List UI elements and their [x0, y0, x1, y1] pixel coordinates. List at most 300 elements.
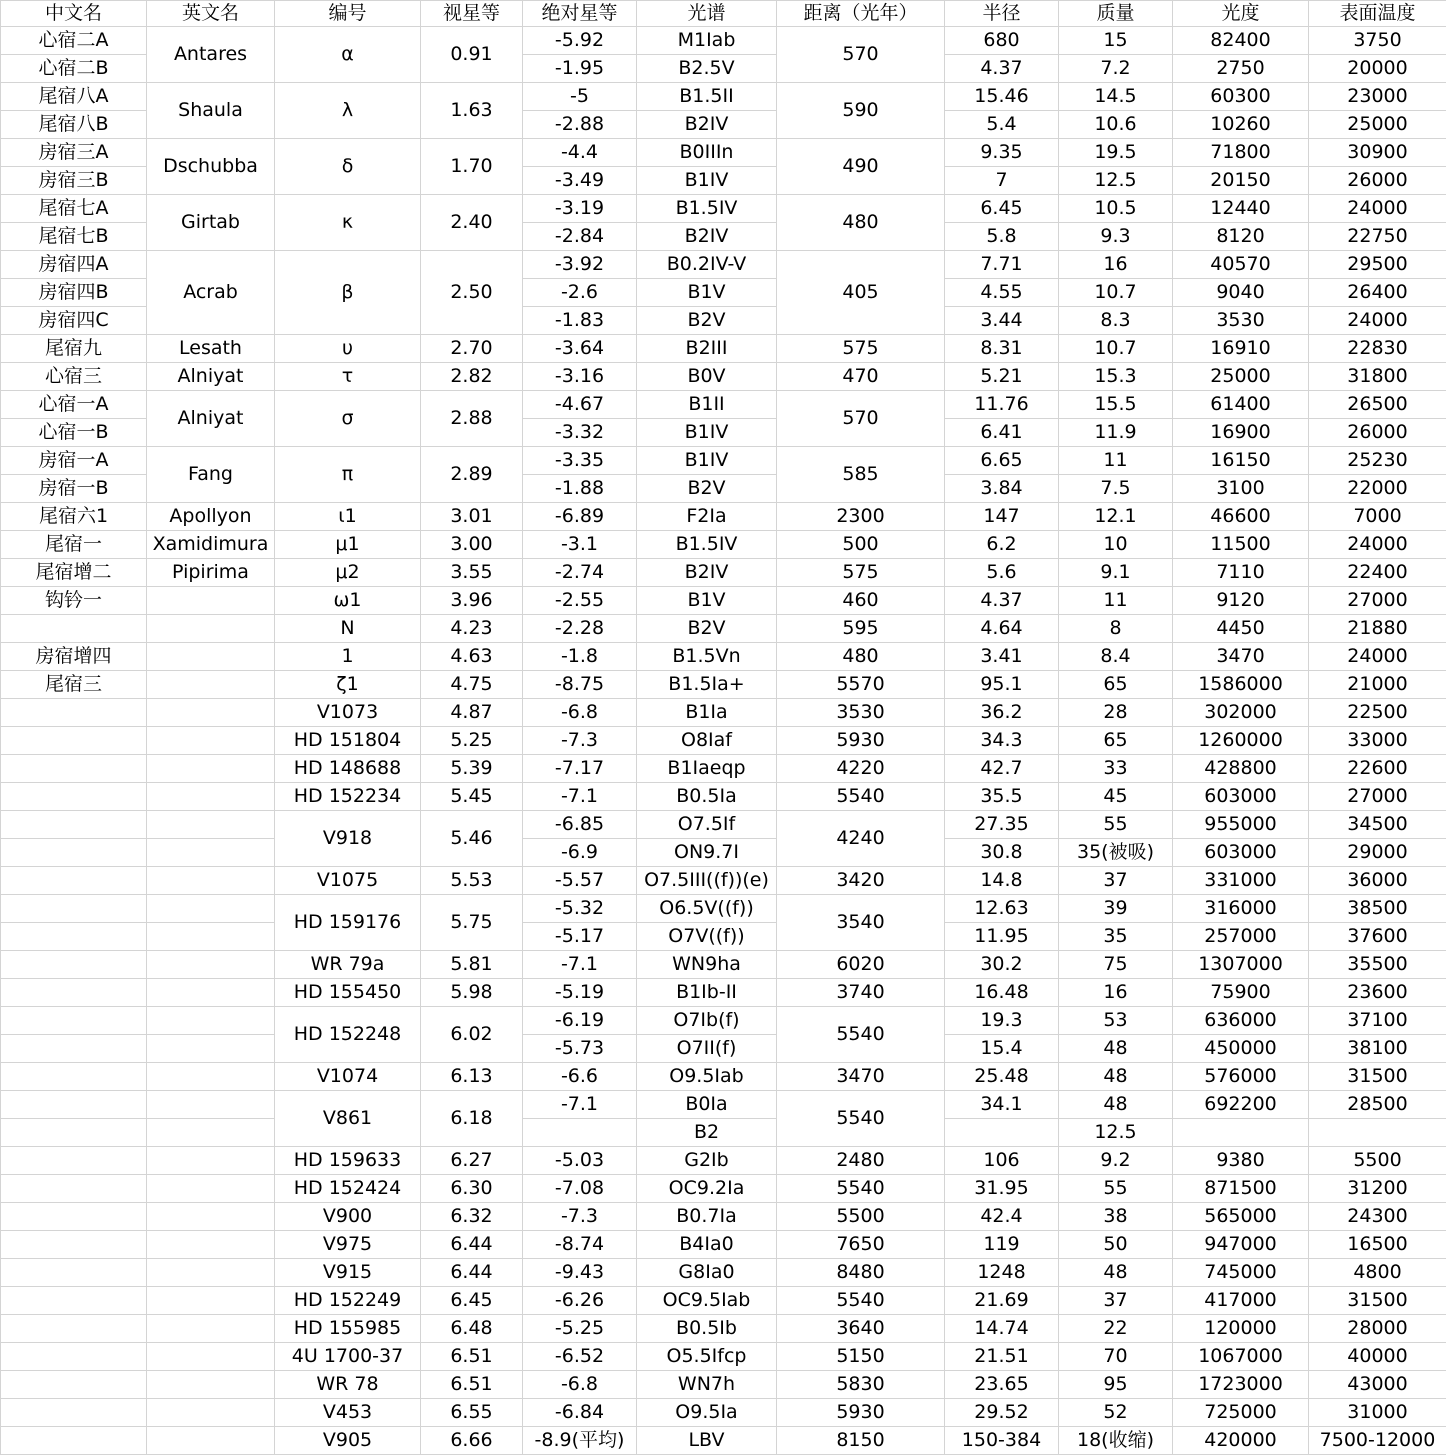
table-cell[interactable]: B1IV — [637, 419, 777, 447]
table-cell[interactable]: V975 — [275, 1231, 421, 1259]
table-cell[interactable]: 490 — [777, 139, 945, 195]
table-cell[interactable] — [1, 755, 147, 783]
table-cell[interactable]: 35.5 — [945, 783, 1059, 811]
table-cell[interactable]: 3100 — [1173, 475, 1309, 503]
table-cell[interactable]: 16 — [1059, 979, 1173, 1007]
table-cell[interactable]: 19.5 — [1059, 139, 1173, 167]
table-cell[interactable]: ω1 — [275, 587, 421, 615]
table-cell[interactable] — [147, 1007, 275, 1035]
table-cell[interactable]: Dschubba — [147, 139, 275, 195]
table-cell[interactable] — [147, 1231, 275, 1259]
table-cell[interactable] — [147, 727, 275, 755]
table-cell[interactable]: 1307000 — [1173, 951, 1309, 979]
table-cell[interactable]: 24000 — [1309, 531, 1446, 559]
table-cell[interactable]: V1074 — [275, 1063, 421, 1091]
table-cell[interactable]: 15.46 — [945, 83, 1059, 111]
table-cell[interactable]: N — [275, 615, 421, 643]
table-cell[interactable]: υ — [275, 335, 421, 363]
table-cell[interactable]: 15.3 — [1059, 363, 1173, 391]
table-cell[interactable]: O5.5Ifcp — [637, 1343, 777, 1371]
table-cell[interactable]: 603000 — [1173, 839, 1309, 867]
table-cell[interactable]: 6.51 — [421, 1343, 523, 1371]
table-cell[interactable]: 16 — [1059, 251, 1173, 279]
table-cell[interactable]: 23600 — [1309, 979, 1446, 1007]
table-cell[interactable]: 28 — [1059, 699, 1173, 727]
table-cell[interactable]: 6.30 — [421, 1175, 523, 1203]
table-cell[interactable]: -2.74 — [523, 559, 637, 587]
table-cell[interactable]: 尾宿增二 — [1, 559, 147, 587]
table-cell[interactable]: 680 — [945, 27, 1059, 55]
table-cell[interactable]: 48 — [1059, 1259, 1173, 1287]
table-cell[interactable]: O8Iaf — [637, 727, 777, 755]
table-cell[interactable]: 房宿四C — [1, 307, 147, 335]
table-cell[interactable]: 6.13 — [421, 1063, 523, 1091]
table-cell[interactable]: 7500-12000 — [1309, 1427, 1446, 1455]
table-cell[interactable]: B1Ia — [637, 699, 777, 727]
table-cell[interactable]: π — [275, 447, 421, 503]
table-cell[interactable]: 5.25 — [421, 727, 523, 755]
table-cell[interactable]: 6.51 — [421, 1371, 523, 1399]
table-cell[interactable] — [147, 615, 275, 643]
table-cell[interactable]: 2750 — [1173, 55, 1309, 83]
table-cell[interactable]: -2.84 — [523, 223, 637, 251]
table-cell[interactable]: 5.45 — [421, 783, 523, 811]
table-cell[interactable]: -7.3 — [523, 1203, 637, 1231]
table-cell[interactable]: 24000 — [1309, 307, 1446, 335]
table-cell[interactable]: 12.1 — [1059, 503, 1173, 531]
table-cell[interactable]: β — [275, 251, 421, 335]
table-cell[interactable] — [1, 923, 147, 951]
table-cell[interactable]: O9.5Ia — [637, 1399, 777, 1427]
table-cell[interactable]: HD 152234 — [275, 783, 421, 811]
table-cell[interactable]: 417000 — [1173, 1287, 1309, 1315]
table-cell[interactable]: 6.44 — [421, 1231, 523, 1259]
table-cell[interactable]: Acrab — [147, 251, 275, 335]
table-cell[interactable]: -5.03 — [523, 1147, 637, 1175]
table-cell[interactable]: 18(收缩) — [1059, 1427, 1173, 1455]
table-cell[interactable]: 33000 — [1309, 727, 1446, 755]
table-cell[interactable]: 480 — [777, 643, 945, 671]
table-cell[interactable]: B2IV — [637, 111, 777, 139]
table-cell[interactable]: 61400 — [1173, 391, 1309, 419]
table-cell[interactable]: 2.89 — [421, 447, 523, 503]
table-cell[interactable]: 4.64 — [945, 615, 1059, 643]
table-cell[interactable]: 0.91 — [421, 27, 523, 83]
header-distance[interactable]: 距离（光年） — [777, 1, 945, 27]
table-cell[interactable]: 房宿三B — [1, 167, 147, 195]
table-cell[interactable]: α — [275, 27, 421, 83]
table-cell[interactable]: 5540 — [777, 1287, 945, 1315]
header-chinese-name[interactable]: 中文名 — [1, 1, 147, 27]
table-cell[interactable]: 7 — [945, 167, 1059, 195]
table-cell[interactable]: -1.8 — [523, 643, 637, 671]
table-cell[interactable]: 23.65 — [945, 1371, 1059, 1399]
table-cell[interactable] — [1309, 1119, 1446, 1147]
table-cell[interactable]: 14.74 — [945, 1315, 1059, 1343]
table-cell[interactable]: -5.17 — [523, 923, 637, 951]
table-cell[interactable]: 5500 — [777, 1203, 945, 1231]
table-cell[interactable] — [1, 699, 147, 727]
table-cell[interactable]: 10 — [1059, 531, 1173, 559]
table-cell[interactable]: 595 — [777, 615, 945, 643]
table-cell[interactable] — [147, 979, 275, 1007]
table-cell[interactable]: 5500 — [1309, 1147, 1446, 1175]
table-cell[interactable] — [147, 755, 275, 783]
table-cell[interactable]: -2.6 — [523, 279, 637, 307]
table-cell[interactable]: 5570 — [777, 671, 945, 699]
table-cell[interactable]: V905 — [275, 1427, 421, 1455]
table-cell[interactable] — [147, 783, 275, 811]
table-cell[interactable]: 75900 — [1173, 979, 1309, 1007]
table-cell[interactable] — [1, 1063, 147, 1091]
table-cell[interactable]: B0.5Ib — [637, 1315, 777, 1343]
table-cell[interactable]: 5.75 — [421, 895, 523, 951]
table-cell[interactable]: 29000 — [1309, 839, 1446, 867]
table-cell[interactable]: 55 — [1059, 1175, 1173, 1203]
table-cell[interactable]: V861 — [275, 1091, 421, 1147]
table-cell[interactable]: 31000 — [1309, 1399, 1446, 1427]
table-cell[interactable]: ON9.7I — [637, 839, 777, 867]
table-cell[interactable]: B1.5Ia+ — [637, 671, 777, 699]
table-cell[interactable]: 8480 — [777, 1259, 945, 1287]
table-cell[interactable]: 60300 — [1173, 83, 1309, 111]
table-cell[interactable] — [147, 1175, 275, 1203]
table-cell[interactable]: 钩钤一 — [1, 587, 147, 615]
table-cell[interactable]: -6.85 — [523, 811, 637, 839]
table-cell[interactable]: 23000 — [1309, 83, 1446, 111]
table-cell[interactable]: 575 — [777, 559, 945, 587]
table-cell[interactable]: -3.92 — [523, 251, 637, 279]
table-cell[interactable]: 5.81 — [421, 951, 523, 979]
table-cell[interactable]: 48 — [1059, 1063, 1173, 1091]
table-cell[interactable] — [523, 1119, 637, 1147]
table-cell[interactable]: 9040 — [1173, 279, 1309, 307]
table-cell[interactable] — [1, 1231, 147, 1259]
table-cell[interactable]: 31.95 — [945, 1175, 1059, 1203]
table-cell[interactable]: 30900 — [1309, 139, 1446, 167]
table-cell[interactable] — [147, 811, 275, 839]
table-cell[interactable]: 5.53 — [421, 867, 523, 895]
table-cell[interactable]: 5930 — [777, 1399, 945, 1427]
header-designation[interactable]: 编号 — [275, 1, 421, 27]
table-cell[interactable]: 9.2 — [1059, 1147, 1173, 1175]
table-cell[interactable]: 8.4 — [1059, 643, 1173, 671]
table-cell[interactable]: μ2 — [275, 559, 421, 587]
table-cell[interactable]: 3.00 — [421, 531, 523, 559]
table-cell[interactable]: 3740 — [777, 979, 945, 1007]
table-cell[interactable]: HD 152249 — [275, 1287, 421, 1315]
table-cell[interactable]: Antares — [147, 27, 275, 83]
table-cell[interactable]: 房宿增四 — [1, 643, 147, 671]
table-cell[interactable]: 405 — [777, 251, 945, 335]
table-cell[interactable]: 120000 — [1173, 1315, 1309, 1343]
table-cell[interactable]: 6020 — [777, 951, 945, 979]
table-cell[interactable]: ζ1 — [275, 671, 421, 699]
table-cell[interactable]: 37 — [1059, 1287, 1173, 1315]
header-spectral-type[interactable]: 光谱 — [637, 1, 777, 27]
table-cell[interactable]: 460 — [777, 587, 945, 615]
table-cell[interactable]: B1IV — [637, 167, 777, 195]
table-cell[interactable]: 316000 — [1173, 895, 1309, 923]
table-cell[interactable]: Apollyon — [147, 503, 275, 531]
table-cell[interactable]: 75 — [1059, 951, 1173, 979]
header-mass[interactable]: 质量 — [1059, 1, 1173, 27]
table-cell[interactable]: B0V — [637, 363, 777, 391]
table-cell[interactable]: 7.2 — [1059, 55, 1173, 83]
table-cell[interactable]: O7.5If — [637, 811, 777, 839]
table-cell[interactable]: OC9.5Iab — [637, 1287, 777, 1315]
table-cell[interactable]: 34500 — [1309, 811, 1446, 839]
table-cell[interactable]: 22600 — [1309, 755, 1446, 783]
table-cell[interactable]: B1V — [637, 587, 777, 615]
table-cell[interactable]: 46600 — [1173, 503, 1309, 531]
table-cell[interactable]: HD 151804 — [275, 727, 421, 755]
table-cell[interactable]: 5930 — [777, 727, 945, 755]
table-cell[interactable]: -6.52 — [523, 1343, 637, 1371]
table-cell[interactable]: G2Ib — [637, 1147, 777, 1175]
table-cell[interactable]: 14.5 — [1059, 83, 1173, 111]
table-cell[interactable]: 1.70 — [421, 139, 523, 195]
table-cell[interactable]: 636000 — [1173, 1007, 1309, 1035]
header-apparent-magnitude[interactable]: 视星等 — [421, 1, 523, 27]
table-cell[interactable]: 45 — [1059, 783, 1173, 811]
table-cell[interactable]: 4.63 — [421, 643, 523, 671]
table-cell[interactable]: B0IIIn — [637, 139, 777, 167]
table-cell[interactable]: 27.35 — [945, 811, 1059, 839]
table-cell[interactable]: F2Ia — [637, 503, 777, 531]
table-cell[interactable]: 9.1 — [1059, 559, 1173, 587]
table-cell[interactable]: B2V — [637, 615, 777, 643]
table-cell[interactable]: -7.17 — [523, 755, 637, 783]
table-cell[interactable] — [147, 1399, 275, 1427]
table-cell[interactable]: 25000 — [1309, 111, 1446, 139]
table-cell[interactable]: G8Ia0 — [637, 1259, 777, 1287]
table-cell[interactable] — [1, 727, 147, 755]
table-cell[interactable]: -3.35 — [523, 447, 637, 475]
table-cell[interactable]: -2.28 — [523, 615, 637, 643]
table-cell[interactable]: V900 — [275, 1203, 421, 1231]
header-surface-temperature[interactable]: 表面温度 — [1309, 1, 1446, 27]
table-cell[interactable] — [945, 1119, 1059, 1147]
table-cell[interactable]: 40000 — [1309, 1343, 1446, 1371]
table-cell[interactable]: 19.3 — [945, 1007, 1059, 1035]
table-cell[interactable] — [1, 1035, 147, 1063]
table-cell[interactable]: 尾宿六1 — [1, 503, 147, 531]
table-cell[interactable]: 1248 — [945, 1259, 1059, 1287]
table-cell[interactable]: 5540 — [777, 783, 945, 811]
table-cell[interactable]: -3.32 — [523, 419, 637, 447]
table-cell[interactable]: 9120 — [1173, 587, 1309, 615]
table-cell[interactable]: 22830 — [1309, 335, 1446, 363]
header-absolute-magnitude[interactable]: 绝对星等 — [523, 1, 637, 27]
table-cell[interactable]: -5 — [523, 83, 637, 111]
table-cell[interactable]: 房宿四B — [1, 279, 147, 307]
table-cell[interactable]: 37100 — [1309, 1007, 1446, 1035]
table-cell[interactable]: 尾宿七B — [1, 223, 147, 251]
table-cell[interactable]: OC9.2Ia — [637, 1175, 777, 1203]
table-cell[interactable]: 6.32 — [421, 1203, 523, 1231]
table-cell[interactable]: 心宿二B — [1, 55, 147, 83]
table-cell[interactable]: 4220 — [777, 755, 945, 783]
table-cell[interactable]: 31500 — [1309, 1287, 1446, 1315]
table-cell[interactable]: 12.5 — [1059, 1119, 1173, 1147]
table-cell[interactable]: -1.88 — [523, 475, 637, 503]
table-cell[interactable]: 22000 — [1309, 475, 1446, 503]
table-cell[interactable]: O7.5III((f))(e) — [637, 867, 777, 895]
table-cell[interactable]: 725000 — [1173, 1399, 1309, 1427]
table-cell[interactable]: Girtab — [147, 195, 275, 251]
table-cell[interactable]: 5.98 — [421, 979, 523, 1007]
table-cell[interactable]: 6.27 — [421, 1147, 523, 1175]
table-cell[interactable]: 500 — [777, 531, 945, 559]
table-cell[interactable]: -9.43 — [523, 1259, 637, 1287]
table-cell[interactable]: 10.6 — [1059, 111, 1173, 139]
table-cell[interactable]: B2V — [637, 475, 777, 503]
table-cell[interactable]: 16910 — [1173, 335, 1309, 363]
table-cell[interactable]: HD 152424 — [275, 1175, 421, 1203]
table-cell[interactable]: 570 — [777, 391, 945, 447]
table-cell[interactable]: O9.5Iab — [637, 1063, 777, 1091]
table-cell[interactable]: 38500 — [1309, 895, 1446, 923]
table-cell[interactable]: 36.2 — [945, 699, 1059, 727]
table-cell[interactable]: 2.88 — [421, 391, 523, 447]
table-cell[interactable]: 55 — [1059, 811, 1173, 839]
table-cell[interactable]: HD 155985 — [275, 1315, 421, 1343]
table-cell[interactable] — [1, 1091, 147, 1119]
table-cell[interactable] — [147, 867, 275, 895]
table-cell[interactable]: 28000 — [1309, 1315, 1446, 1343]
table-cell[interactable] — [1, 1371, 147, 1399]
table-cell[interactable]: 16500 — [1309, 1231, 1446, 1259]
table-cell[interactable]: 2.50 — [421, 251, 523, 335]
table-cell[interactable]: 房宿一A — [1, 447, 147, 475]
table-cell[interactable]: 20150 — [1173, 167, 1309, 195]
table-cell[interactable]: 450000 — [1173, 1035, 1309, 1063]
table-cell[interactable]: V1073 — [275, 699, 421, 727]
table-cell[interactable] — [1, 1287, 147, 1315]
table-cell[interactable]: 590 — [777, 83, 945, 139]
table-cell[interactable]: 8.3 — [1059, 307, 1173, 335]
table-cell[interactable]: μ1 — [275, 531, 421, 559]
table-cell[interactable] — [147, 1371, 275, 1399]
table-cell[interactable]: Xamidimura — [147, 531, 275, 559]
table-cell[interactable]: λ — [275, 83, 421, 139]
table-cell[interactable] — [1, 979, 147, 1007]
table-cell[interactable]: 5540 — [777, 1007, 945, 1063]
table-cell[interactable]: -3.49 — [523, 167, 637, 195]
table-cell[interactable] — [1, 951, 147, 979]
table-cell[interactable]: 4240 — [777, 811, 945, 867]
table-cell[interactable]: -5.32 — [523, 895, 637, 923]
table-cell[interactable]: σ — [275, 391, 421, 447]
table-cell[interactable]: -6.9 — [523, 839, 637, 867]
table-cell[interactable]: 10260 — [1173, 111, 1309, 139]
table-cell[interactable]: O7V((f)) — [637, 923, 777, 951]
table-cell[interactable] — [1, 1427, 147, 1455]
table-cell[interactable]: 6.55 — [421, 1399, 523, 1427]
table-cell[interactable]: 22 — [1059, 1315, 1173, 1343]
table-cell[interactable]: -7.1 — [523, 1091, 637, 1119]
table-cell[interactable] — [1, 895, 147, 923]
table-cell[interactable]: B1II — [637, 391, 777, 419]
table-cell[interactable]: 16900 — [1173, 419, 1309, 447]
table-cell[interactable]: 7000 — [1309, 503, 1446, 531]
table-cell[interactable]: 82400 — [1173, 27, 1309, 55]
table-cell[interactable]: 3530 — [1173, 307, 1309, 335]
table-cell[interactable]: 38 — [1059, 1203, 1173, 1231]
table-cell[interactable] — [1, 1343, 147, 1371]
table-cell[interactable]: Lesath — [147, 335, 275, 363]
table-cell[interactable]: -5.57 — [523, 867, 637, 895]
table-cell[interactable]: κ — [275, 195, 421, 251]
table-cell[interactable]: V453 — [275, 1399, 421, 1427]
table-cell[interactable]: 26400 — [1309, 279, 1446, 307]
table-cell[interactable]: -7.08 — [523, 1175, 637, 1203]
table-cell[interactable]: 22500 — [1309, 699, 1446, 727]
table-cell[interactable]: 30.8 — [945, 839, 1059, 867]
table-cell[interactable]: 20000 — [1309, 55, 1446, 83]
table-cell[interactable]: 3420 — [777, 867, 945, 895]
table-cell[interactable] — [147, 1119, 275, 1147]
table-cell[interactable] — [147, 1147, 275, 1175]
table-cell[interactable]: 4.37 — [945, 55, 1059, 83]
table-cell[interactable]: 房宿一B — [1, 475, 147, 503]
table-cell[interactable]: -7.1 — [523, 951, 637, 979]
table-cell[interactable]: 10.7 — [1059, 335, 1173, 363]
table-cell[interactable] — [1, 1259, 147, 1287]
table-cell[interactable]: -4.4 — [523, 139, 637, 167]
table-cell[interactable]: -8.9(平均) — [523, 1427, 637, 1455]
table-cell[interactable]: B0.5Ia — [637, 783, 777, 811]
table-cell[interactable]: 150-384 — [945, 1427, 1059, 1455]
table-cell[interactable]: 575 — [777, 335, 945, 363]
table-cell[interactable]: 3540 — [777, 895, 945, 951]
table-cell[interactable]: -6.8 — [523, 699, 637, 727]
table-cell[interactable]: WR 79a — [275, 951, 421, 979]
table-cell[interactable]: 4.23 — [421, 615, 523, 643]
table-cell[interactable]: 29.52 — [945, 1399, 1059, 1427]
table-cell[interactable]: -3.1 — [523, 531, 637, 559]
table-cell[interactable]: 871500 — [1173, 1175, 1309, 1203]
table-cell[interactable]: 7650 — [777, 1231, 945, 1259]
table-cell[interactable]: 24000 — [1309, 195, 1446, 223]
table-cell[interactable]: B1Iaeqp — [637, 755, 777, 783]
table-cell[interactable]: 40570 — [1173, 251, 1309, 279]
table-cell[interactable]: -6.89 — [523, 503, 637, 531]
table-cell[interactable] — [147, 1035, 275, 1063]
table-cell[interactable] — [147, 1427, 275, 1455]
table-cell[interactable] — [147, 699, 275, 727]
table-cell[interactable]: WN9ha — [637, 951, 777, 979]
table-cell[interactable]: 480 — [777, 195, 945, 251]
table-cell[interactable]: 65 — [1059, 671, 1173, 699]
header-english-name[interactable]: 英文名 — [147, 1, 275, 27]
table-cell[interactable] — [147, 1343, 275, 1371]
header-radius[interactable]: 半径 — [945, 1, 1059, 27]
table-cell[interactable]: 心宿三 — [1, 363, 147, 391]
table-cell[interactable] — [147, 1091, 275, 1119]
table-cell[interactable]: 34.3 — [945, 727, 1059, 755]
table-cell[interactable]: B2III — [637, 335, 777, 363]
table-cell[interactable]: V915 — [275, 1259, 421, 1287]
table-cell[interactable]: HD 148688 — [275, 755, 421, 783]
table-cell[interactable]: 70 — [1059, 1343, 1173, 1371]
table-cell[interactable]: 955000 — [1173, 811, 1309, 839]
table-cell[interactable]: -5.73 — [523, 1035, 637, 1063]
table-cell[interactable]: 43000 — [1309, 1371, 1446, 1399]
table-cell[interactable]: 95.1 — [945, 671, 1059, 699]
table-cell[interactable]: 7.71 — [945, 251, 1059, 279]
